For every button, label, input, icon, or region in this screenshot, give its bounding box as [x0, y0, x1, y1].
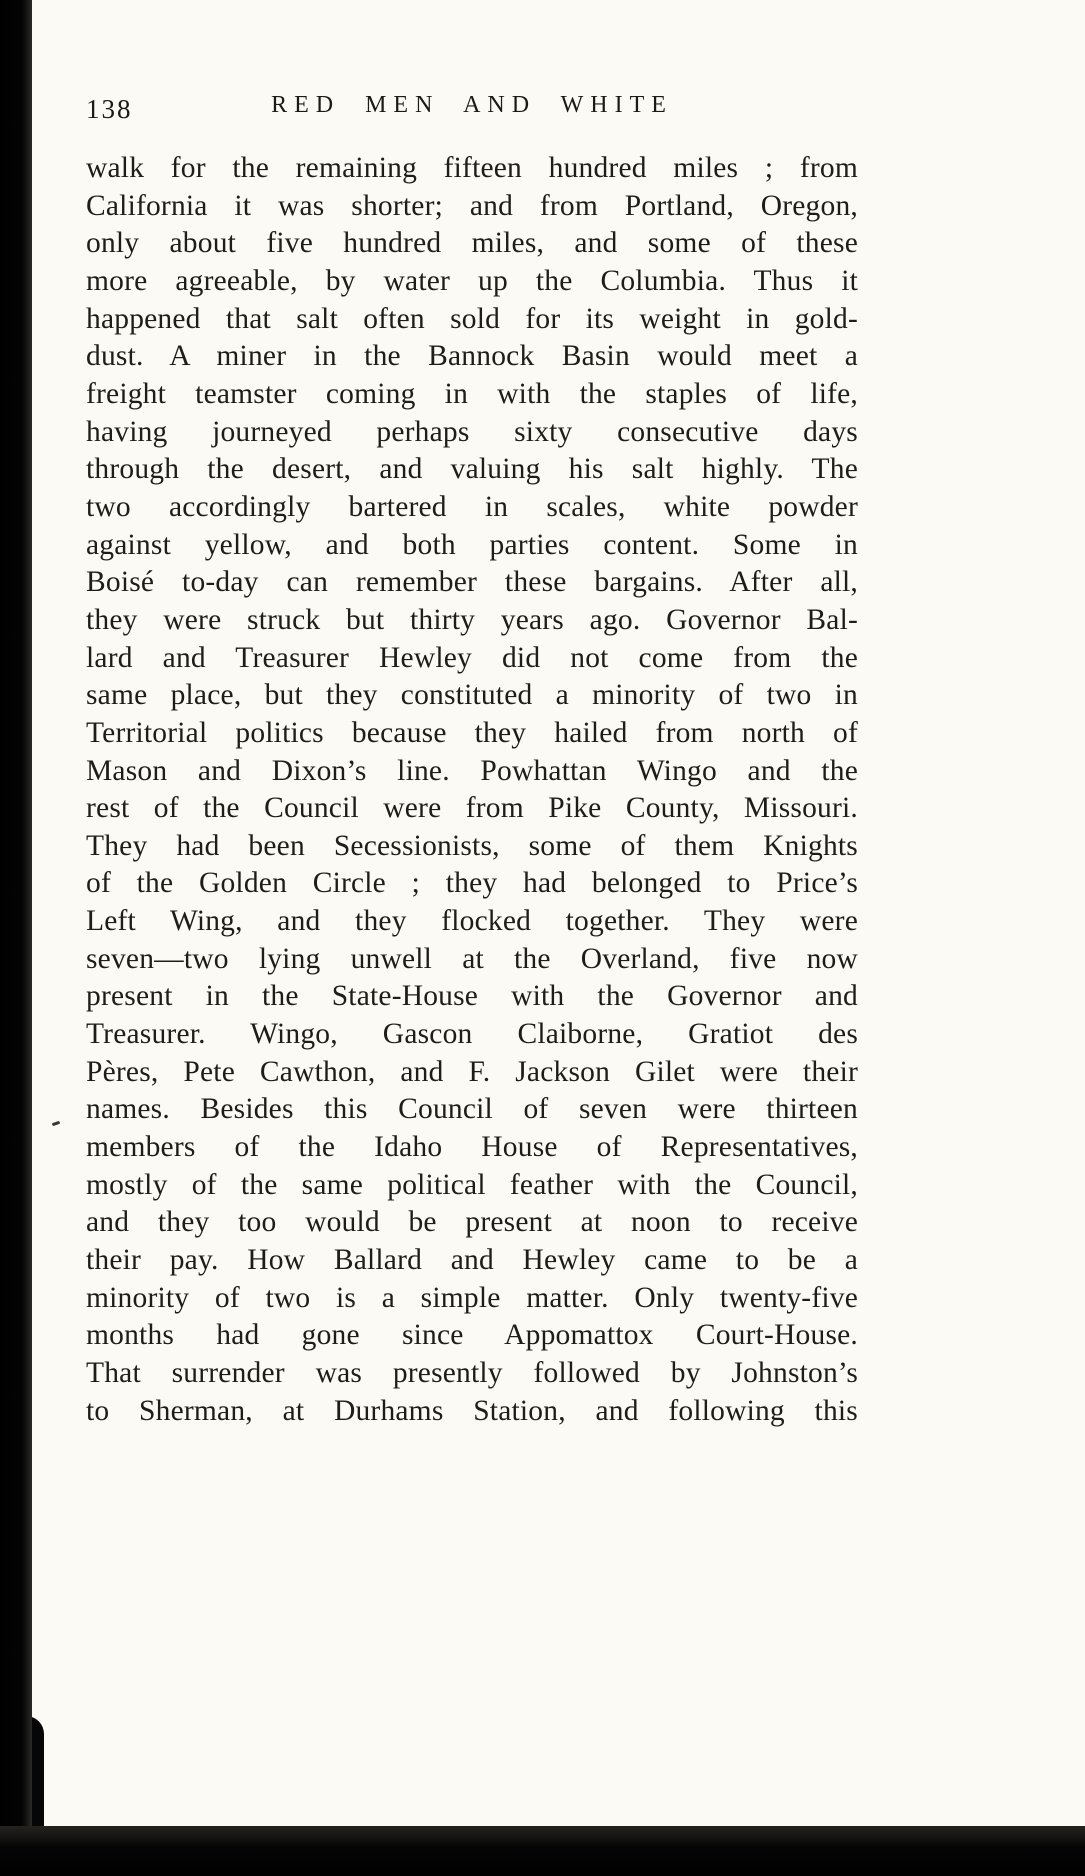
text-line: to Sherman, at Durhams Station, and following this — [86, 1394, 858, 1427]
text-line: dust. A miner in the Bannock Basin would meet a — [86, 340, 858, 373]
text-line: Left Wing, and they flocked together. They were — [86, 905, 858, 938]
text-line: Mason and Dixon’s line. Powhattan Wingo and the — [86, 754, 858, 787]
text-line: they were struck but thirty years ago. Governor Bal- — [86, 603, 858, 636]
text-line: present in the State-House with the Governor and — [86, 980, 858, 1013]
text-line: walk for the remaining fifteen hundred miles ; from — [86, 152, 858, 184]
text-line: minority of two is a simple matter. Only twenty-five — [86, 1281, 858, 1314]
page-header — [86, 92, 858, 126]
text-line: months had gone since Appomattox Court-House. — [86, 1319, 858, 1352]
text-line: more agreeable, by water up the Columbia. Thus it — [86, 264, 858, 297]
text-line: against yellow, and both parties content. Some in — [86, 528, 858, 561]
text-line: freight teamster coming in with the staples of life, — [86, 377, 858, 410]
text-line: happened that salt often sold for its weight in gold- — [86, 302, 858, 335]
text-line: same place, but they constituted a minority of two in — [86, 679, 858, 712]
text-line: names. Besides this Council of seven were thirteen — [86, 1093, 858, 1126]
text-line: lard and Treasurer Hewley did not come from the — [86, 641, 858, 674]
scan-border-bottom — [0, 1826, 1085, 1876]
text-line: That surrender was presently followed by Johnston’s — [86, 1357, 858, 1389]
scan-artifact-mark — [52, 1121, 61, 1126]
body-text — [86, 150, 858, 1430]
text-line: rest of the Council were from Pike County, Missouri. — [86, 792, 858, 825]
text-line: through the desert, and valuing his salt highly. The — [86, 453, 858, 486]
text-line: having journeyed perhaps sixty consecutive days — [86, 415, 858, 448]
text-line: Treasurer. Wingo, Gascon Claiborne, Gratiot des — [86, 1018, 858, 1051]
running-header-title: RED MEN AND WHITE — [271, 92, 673, 118]
text-line: members of the Idaho House of Representatives, — [86, 1131, 858, 1164]
text-line: only about five hundred miles, and some of these — [86, 227, 858, 260]
text-line: of the Golden Circle ; they had belonged to Price’s — [86, 867, 858, 900]
text-line: Territorial politics because they hailed from north of — [86, 716, 858, 749]
text-line: Boisé to-day can remember these bargains. After all, — [86, 566, 858, 599]
text-line: California it was shorter; and from Portland, Oregon, — [86, 189, 858, 222]
text-line: seven—two lying unwell at the Overland, five now — [86, 942, 858, 975]
text-line: and they too would be present at noon to receive — [86, 1206, 858, 1239]
text-line: their pay. How Ballard and Hewley came to be a — [86, 1244, 858, 1277]
text-line: mostly of the same political feather with the Council, — [86, 1168, 858, 1201]
text-line: They had been Secessionists, some of them Knights — [86, 829, 858, 862]
text-line: two accordingly bartered in scales, white powder — [86, 490, 858, 523]
page-number: 138 — [86, 94, 133, 124]
text-line: Pères, Pete Cawthon, and F. Jackson Gilet were their — [86, 1055, 858, 1088]
scan-border-left — [0, 0, 32, 1876]
